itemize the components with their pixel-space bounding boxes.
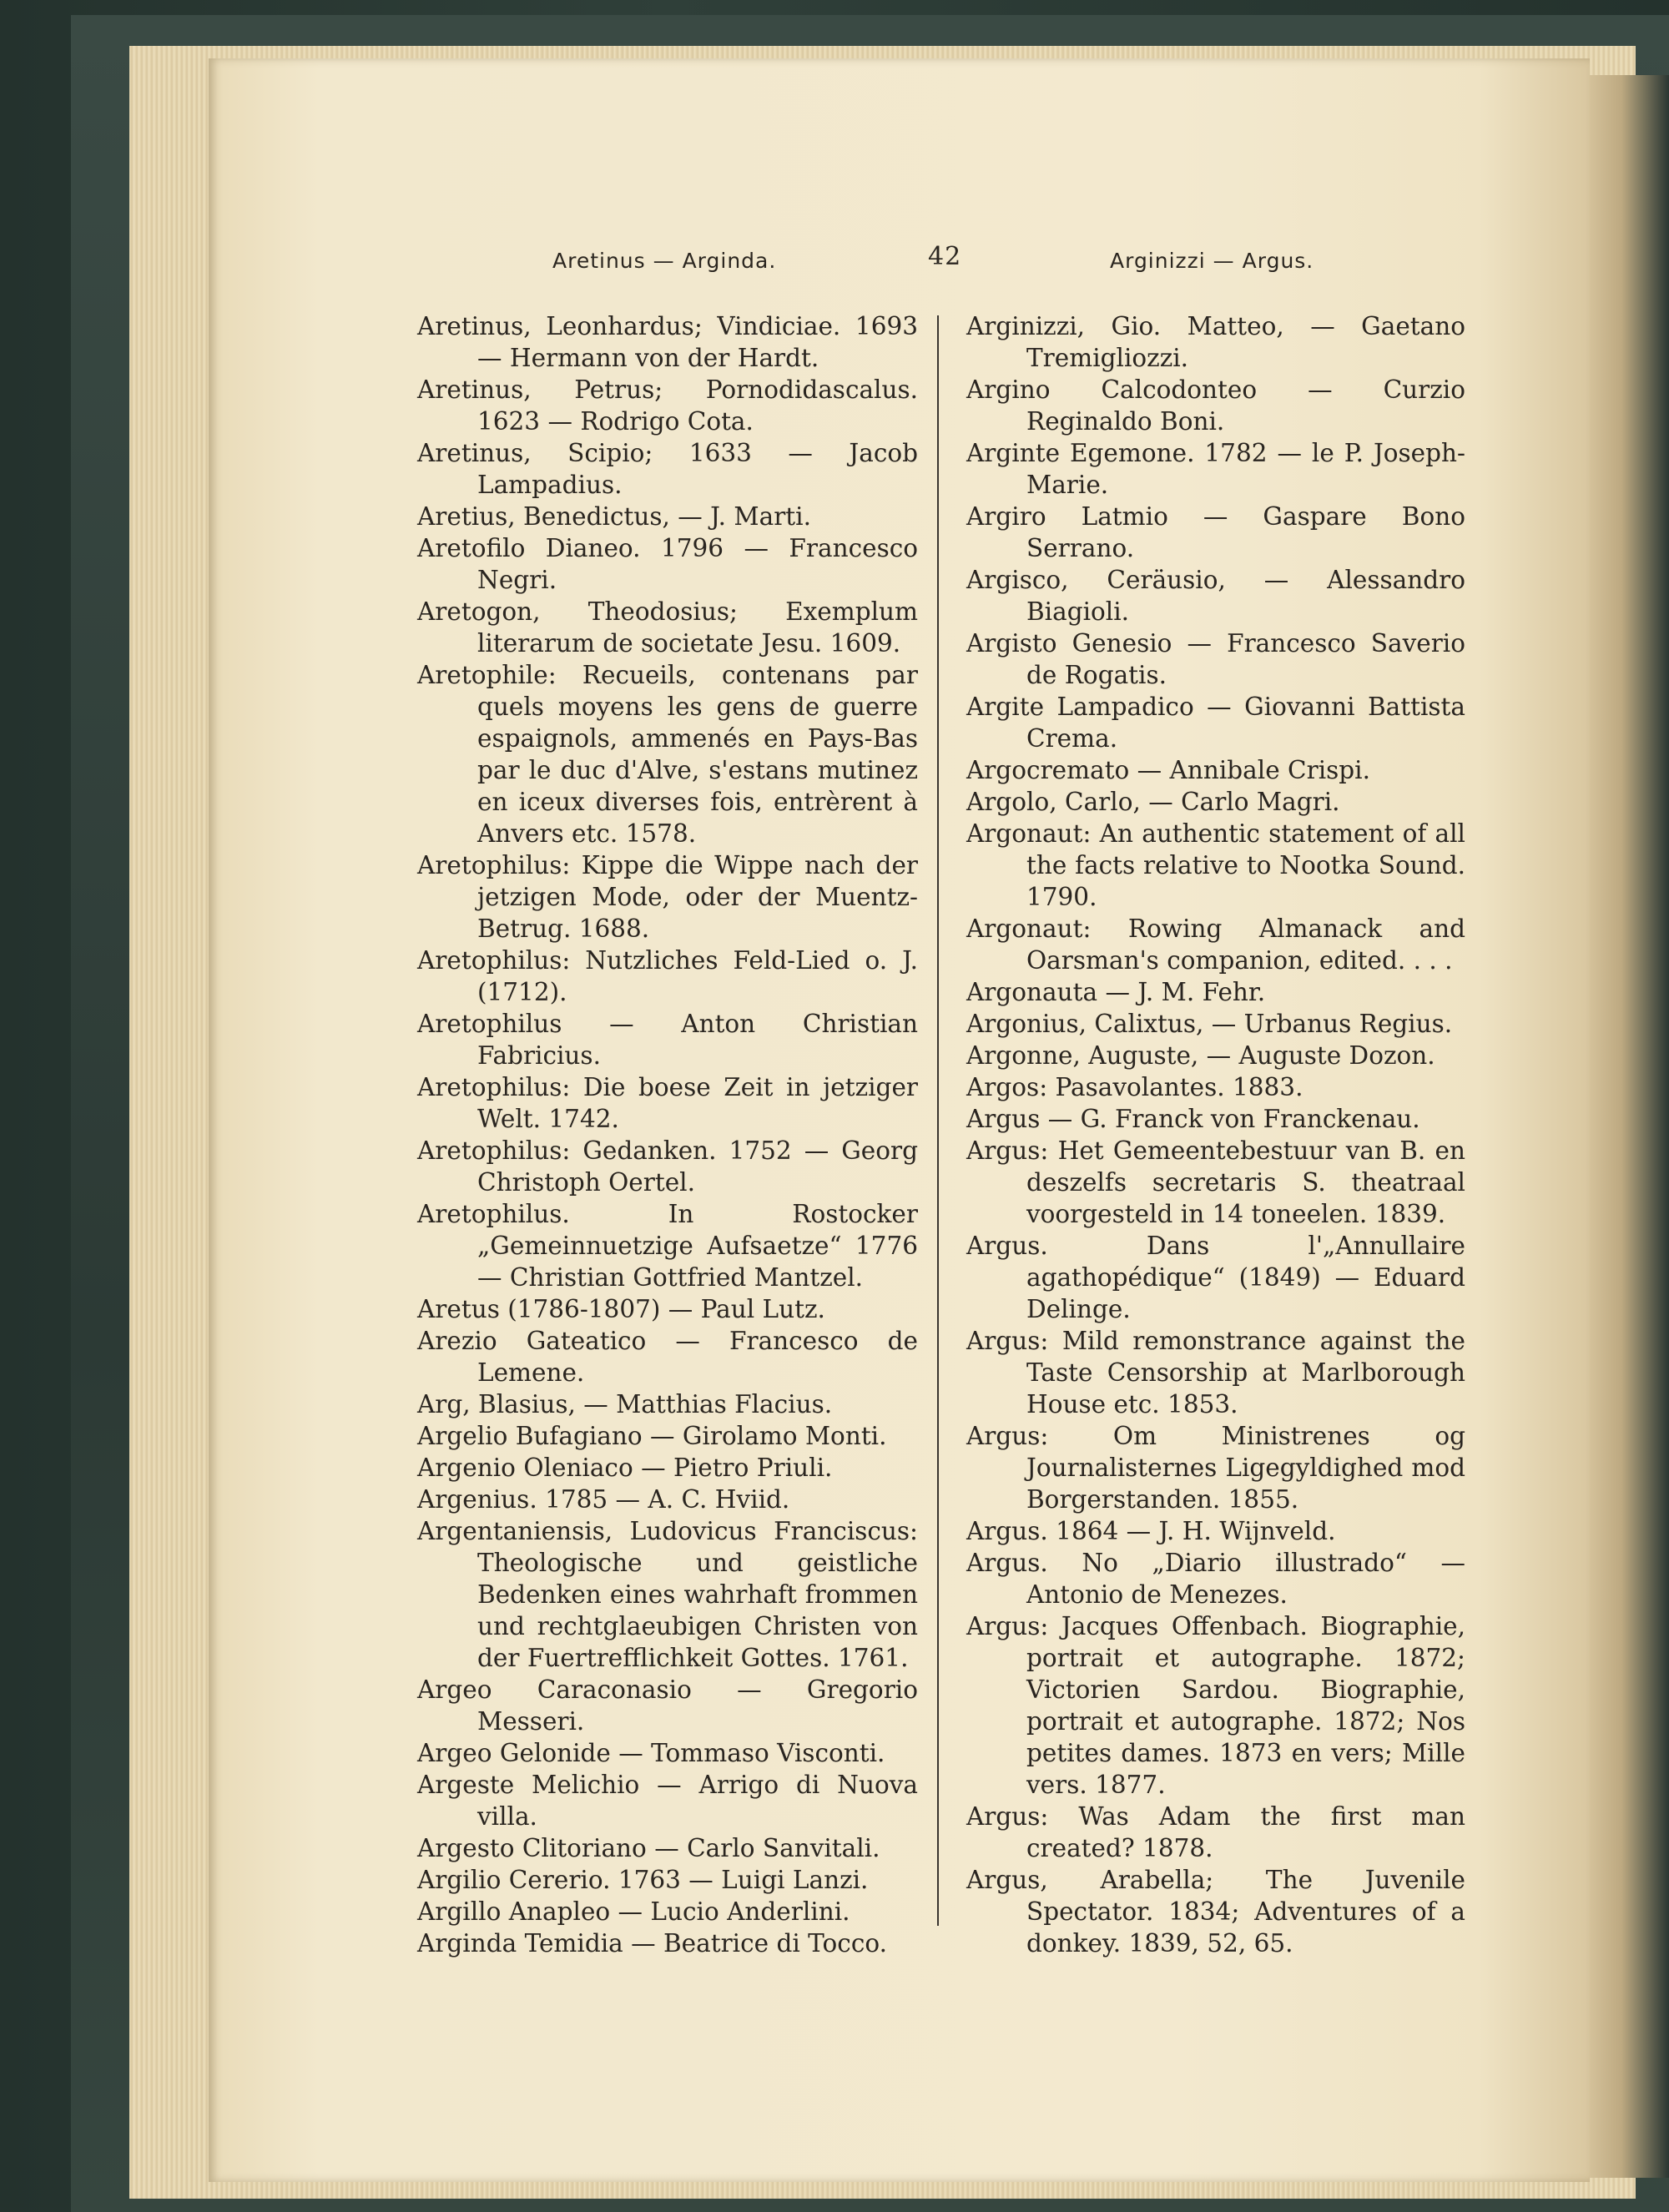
index-entry: Aretus (1786-1807) — Paul Lutz. <box>417 1295 825 1323</box>
left-column <box>417 310 918 1959</box>
index-entry: Argeo Gelonide — Tommaso Visconti. <box>417 1739 885 1767</box>
page-shadow-edge <box>1590 75 1669 2178</box>
index-entry: Aretophilus: Gedanken. 1752 — Georg Christoph Oertel. <box>417 1136 918 1197</box>
index-entry: Argentaniensis, Ludovicus Franciscus: Theologische und geistliche Bedenken eines wahrhaft frommen und rechtglaeubigen Christen von der Fuertrefflichkeit Gottes. 1761. <box>417 1517 918 1672</box>
index-entry: Argus, Arabella; The Juvenile Spectator. 1834; Adventures of a donkey. 1839, 52, 65. <box>966 1866 1465 1958</box>
index-entry: Argus. No „Diario illustrado“ — Antonio de Menezes. <box>966 1549 1465 1609</box>
index-entry: Argonius, Calixtus, — Urbanus Regius. <box>966 1010 1453 1038</box>
index-entry: Argeste Melichio — Arrigo di Nuova villa. <box>417 1771 918 1831</box>
index-entry: Arginda Temidia — Beatrice di Tocco. <box>417 1929 887 1958</box>
index-entry: Argiro Latmio — Gaspare Bono Serrano. <box>966 502 1465 562</box>
index-entry: Arginte Egemone. 1782 — le P. Joseph-Marie. <box>966 439 1465 499</box>
running-head-left: Aretinus — Arginda. <box>552 249 777 273</box>
index-entry: Aretophilus: Nutzliches Feld-Lied o. J. (1712). <box>417 946 918 1006</box>
index-entry: Argus. 1864 — J. H. Wijnveld. <box>966 1517 1336 1545</box>
index-entry: Argite Lampadico — Giovanni Battista Crema. <box>966 693 1465 753</box>
index-entry: Argonne, Auguste, — Auguste Dozon. <box>966 1041 1435 1070</box>
index-entry: Aretophilus — Anton Christian Fabricius. <box>417 1010 918 1070</box>
index-entry: Argilio Cererio. 1763 — Luigi Lanzi. <box>417 1866 869 1894</box>
index-entry: Argisto Genesio — Francesco Saverio de Rogatis. <box>966 629 1465 689</box>
index-entry: Argonaut: Rowing Almanack and Oarsman's companion, edited. . . . <box>966 915 1465 975</box>
index-entry: Argos: Pasavolantes. 1883. <box>966 1073 1303 1101</box>
index-entry: Aretofilo Dianeo. 1796 — Francesco Negri. <box>417 534 918 594</box>
index-entry: Arezio Gateatico — Francesco de Lemene. <box>417 1327 918 1387</box>
index-entry: Argus: Jacques Offenbach. Biographie, portrait et autographe. 1872; Victorien Sardou. Biographie, portrait et autographe. 1872; Nos petites dames. 1873 en vers; Mille vers. 1877. <box>966 1612 1465 1799</box>
index-entry: Argonauta — J. M. Fehr. <box>966 978 1266 1006</box>
index-entry: Argolo, Carlo, — Carlo Magri. <box>966 788 1340 816</box>
index-entry: Aretius, Benedictus, — J. Marti. <box>417 502 811 531</box>
index-entry: Argenius. 1785 — A. C. Hviid. <box>417 1485 790 1514</box>
running-head-right: Arginizzi — Argus. <box>1110 249 1314 273</box>
index-entry: Argelio Bufagiano — Girolamo Monti. <box>417 1422 887 1450</box>
index-entry: Argus: Om Ministrenes og Journalisternes Ligegyldighed mod Borgerstanden. 1855. <box>966 1422 1465 1514</box>
index-entry: Argino Calcodonteo — Curzio Reginaldo Boni. <box>966 375 1465 436</box>
index-entry: Aretinus, Scipio; 1633 — Jacob Lampadius. <box>417 439 918 499</box>
index-entry: Argisco, Ceräusio, — Alessandro Biagioli. <box>966 566 1465 626</box>
index-entry: Aretophile: Recueils, contenans par quels moyens les gens de guerre espaignols, ammenés en Pays-Bas par le duc d'Alve, s'estans mutinez en iceux diverses fois, entrèrent à Anvers etc. 1578. <box>417 661 918 848</box>
index-entry: Argesto Clitoriano — Carlo Sanvitali. <box>417 1834 880 1862</box>
index-entry: Argonaut: An authentic statement of all the facts relative to Nootka Sound. 1790. <box>966 819 1465 911</box>
index-entry: Aretinus, Leonhardus; Vindiciae. 1693 — Hermann von der Hardt. <box>417 312 918 372</box>
index-entry: Argeo Caraconasio — Gregorio Messeri. <box>417 1675 918 1736</box>
index-entry: Argocremato — Annibale Crispi. <box>966 756 1370 784</box>
index-entry: Aretophilus: Kippe die Wippe nach der jetzigen Mode, oder der Muentz-Betrug. 1688. <box>417 851 918 943</box>
index-entry: Argillo Anapleo — Lucio Anderlini. <box>417 1897 850 1926</box>
index-entry: Aretogon, Theodosius; Exemplum literarum de societate Jesu. 1609. <box>417 597 918 658</box>
index-entry: Aretophilus. In Rostocker „Gemeinnuetzige Aufsaetze“ 1776 — Christian Gottfried Mantzel. <box>417 1200 918 1292</box>
index-entry: Aretophilus: Die boese Zeit in jetziger Welt. 1742. <box>417 1073 918 1133</box>
index-entry: Arg, Blasius, — Matthias Flacius. <box>417 1390 833 1418</box>
right-column <box>966 310 1465 1959</box>
index-entry: Aretinus, Petrus; Pornodidascalus. 1623 — Rodrigo Cota. <box>417 375 918 436</box>
index-entry: Argus: Mild remonstrance against the Taste Censorship at Marlborough House etc. 1853. <box>966 1327 1465 1418</box>
index-entry: Argenio Oleniaco — Pietro Priuli. <box>417 1454 833 1482</box>
index-entry: Argus — G. Franck von Franckenau. <box>966 1105 1420 1133</box>
page-number: 42 <box>928 242 962 271</box>
index-entry: Argus: Was Adam the first man created? 1878. <box>966 1802 1465 1862</box>
index-entry: Arginizzi, Gio. Matteo, — Gaetano Tremigliozzi. <box>966 312 1465 372</box>
column-divider <box>937 315 939 1926</box>
index-entry: Argus. Dans l'„Annullaire agathopédique“ (1849) — Eduard Delinge. <box>966 1232 1465 1323</box>
index-entry: Argus: Het Gemeentebestuur van B. en deszelfs secretaris S. theatraal voorgesteld in 14 toneelen. 1839. <box>966 1136 1465 1228</box>
